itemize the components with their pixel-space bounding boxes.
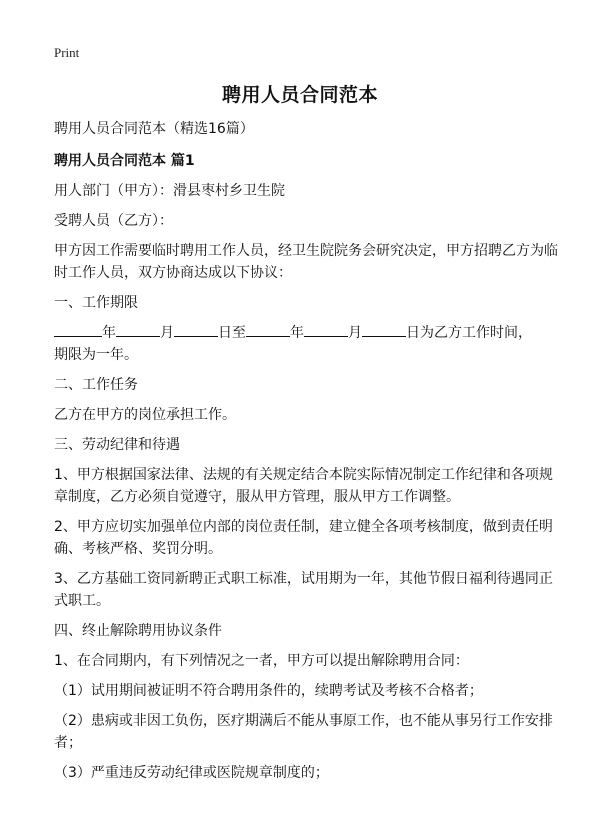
blank-end-year: [246, 322, 290, 337]
termination-sub-3: （3）严重违反劳动纪律或医院规章制度的；: [54, 765, 329, 781]
heading-termination: 四、终止解除聘用协议条件: [54, 623, 222, 639]
intro-line-1: 甲方因工作需要临时聘用工作人员，经卫生院院务会研究决定，甲方招聘乙方为临: [54, 243, 558, 259]
term-year-label: 年: [102, 325, 116, 341]
term-month-label: 月: [160, 325, 174, 341]
termination-sub-1: （1）试用期间被证明不符合聘用条件的，续聘考试及考核不合格者；: [54, 683, 483, 699]
intro-line-2: 时工作人员，双方协商达成以下协议：: [54, 265, 292, 281]
blank-end-month: [304, 322, 348, 337]
blank-end-day: [362, 322, 406, 337]
term-day-to-label: 日至: [218, 325, 246, 341]
work-term-line-2: 期限为一年。: [54, 347, 138, 363]
blank-start-year: [54, 322, 102, 337]
discipline-item-3-line-2: 式职工。: [54, 593, 110, 609]
term-end-year-label: 年: [290, 325, 304, 341]
document-subtitle: 聘用人员合同范本（精选16篇）: [54, 121, 254, 137]
section-heading: 聘用人员合同范本 篇1: [54, 153, 195, 169]
discipline-item-1-line-2: 章制度，乙方必须自觉遵守，服从甲方管理，服从甲方工作调整。: [54, 489, 460, 505]
discipline-item-3-line-1: 3、乙方基础工资同新聘正式职工标准，试用期为一年，其他节假日福利待遇同正: [54, 571, 553, 587]
work-term-line: [54, 322, 554, 344]
document-title: 聘用人员合同范本: [221, 84, 378, 106]
discipline-item-1-line-1: 1、甲方根据国家法律、法规的有关规定结合本院实际情况制定工作纪律和各项规: [54, 467, 553, 483]
discipline-item-2-line-2: 确、考核严格、奖罚分明。: [54, 541, 222, 557]
work-task-text: 乙方在甲方的岗位承担工作。: [54, 407, 236, 423]
heading-work-term: 一、工作期限: [54, 295, 138, 311]
print-link[interactable]: Print: [54, 45, 80, 60]
heading-discipline: 三、劳动纪律和待遇: [54, 437, 180, 453]
term-end-month-label: 月: [348, 325, 362, 341]
termination-sub-2-line-2: 者；: [54, 735, 82, 751]
blank-start-month: [116, 322, 160, 337]
term-end-text: 日为乙方工作时间，: [406, 325, 532, 341]
blank-start-day: [174, 322, 218, 337]
termination-item-1: 1、在合同期内，有下列情况之一者，甲方可以提出解除聘用合同：: [54, 653, 469, 669]
heading-work-task: 二、工作任务: [54, 377, 138, 393]
termination-sub-2-line-1: （2）患病或非因工负伤，医疗期满后不能从事原工作，也不能从事另行工作安排: [54, 713, 553, 729]
employee-line: 受聘人员（乙方）：: [54, 213, 173, 229]
discipline-item-2-line-1: 2、甲方应切实加强单位内部的岗位责任制，建立健全各项考核制度，做到责任明: [54, 519, 553, 535]
employer-line: 用人部门（甲方）：滑县枣村乡卫生院: [54, 183, 285, 199]
